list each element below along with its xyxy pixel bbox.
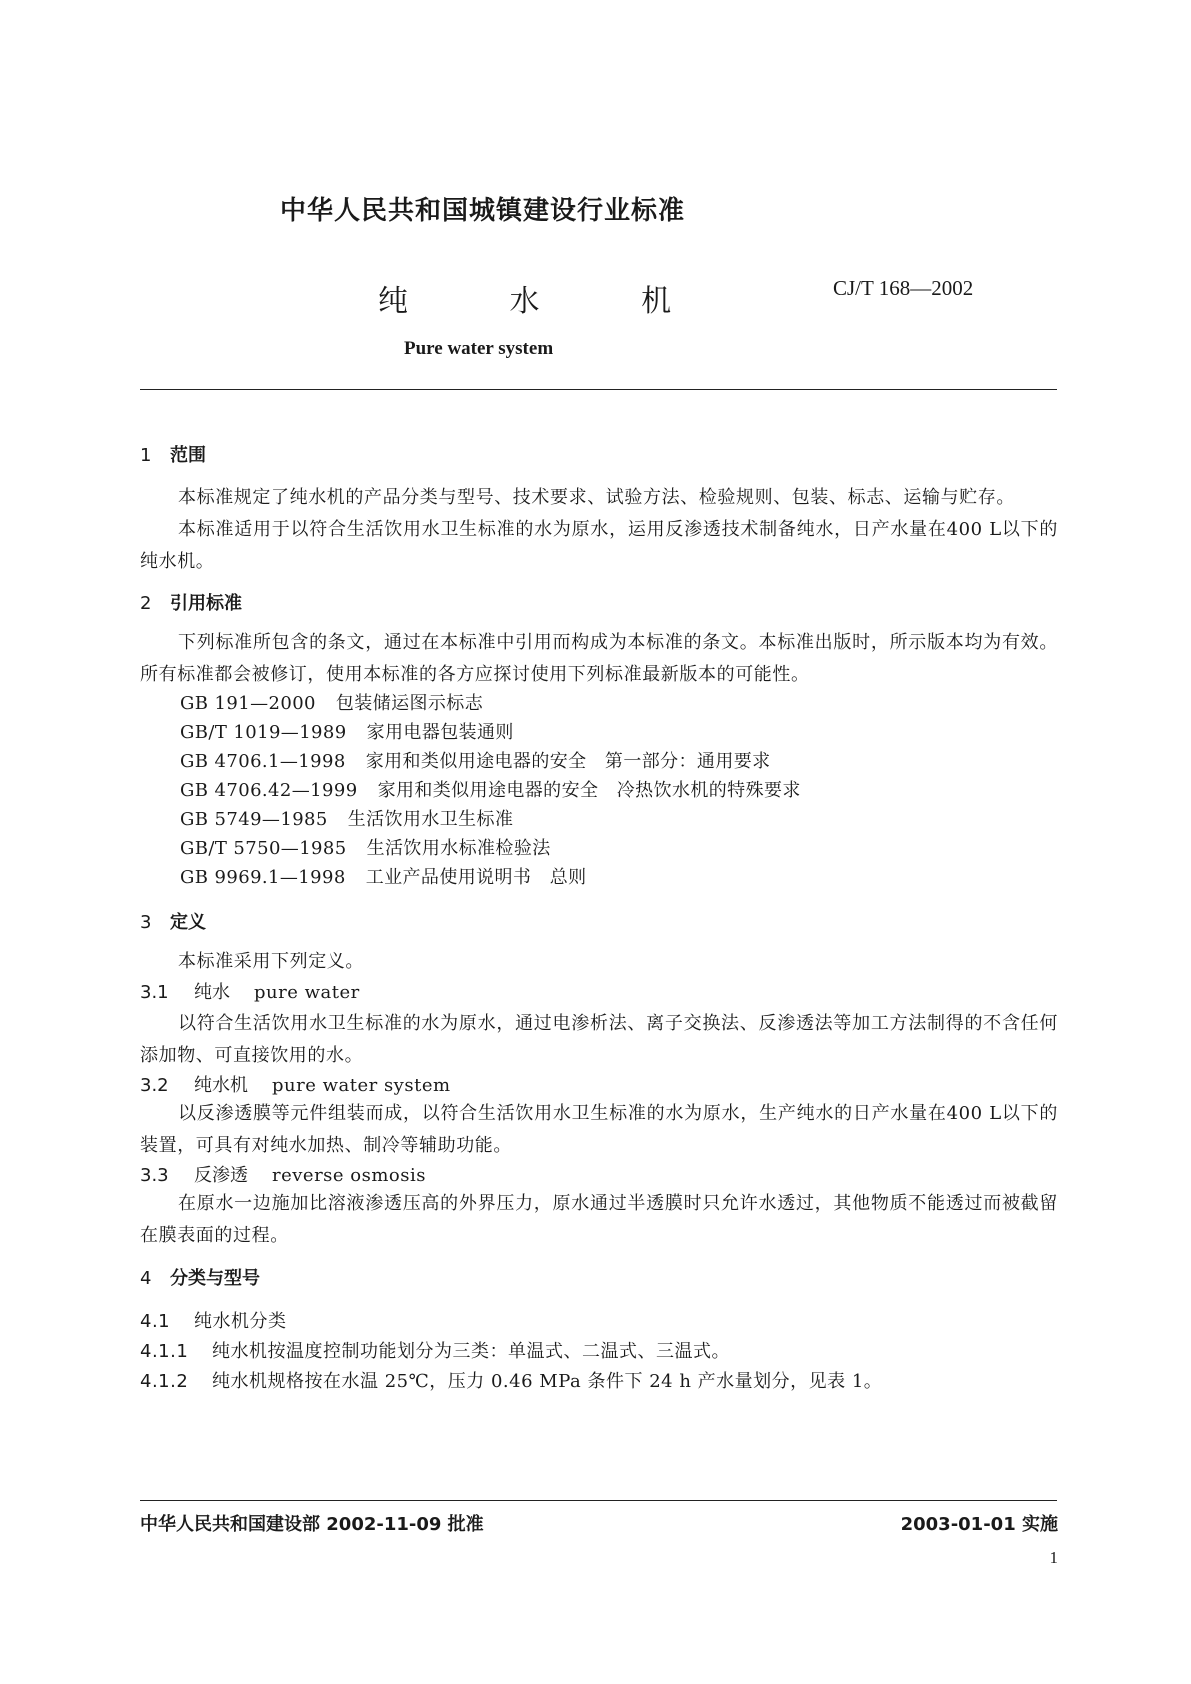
page-number: 1 <box>1049 1548 1058 1567</box>
term-definition <box>140 1008 1058 1072</box>
clause <box>140 1307 287 1333</box>
ref-title: 家用电器包装通则 <box>366 722 514 743</box>
reference-item <box>180 747 771 773</box>
ref-title: 家用和类似用途电器的安全 第一部分：通用要求 <box>365 751 771 772</box>
clause <box>140 1367 882 1393</box>
section-3-intro <box>140 946 1058 978</box>
ref-code: GB 4706.42—1999 <box>180 780 358 801</box>
section-number: 4 <box>140 1268 152 1289</box>
paragraph: 本标准采用下列定义。 <box>178 951 364 972</box>
clause-text: 纯水机按温度控制功能划分为三类：单温式、二温式、三温式。 <box>212 1341 730 1362</box>
term-en: reverse osmosis <box>272 1165 427 1186</box>
document-title: 纯 水 机 <box>378 284 718 319</box>
section-3-heading <box>140 908 206 934</box>
reference-item <box>180 689 483 715</box>
term-number: 3.3 <box>140 1165 169 1186</box>
term-en: pure water system <box>272 1075 451 1096</box>
ref-title: 工业产品使用说明书 总则 <box>365 867 587 888</box>
effective-date: 2003-01-01 实施 <box>900 1514 1058 1535</box>
clause-number: 4.1.2 <box>140 1371 189 1392</box>
ref-code: GB/T 1019—1989 <box>180 722 347 743</box>
term-zh: 纯水机 <box>194 1075 248 1096</box>
reference-item <box>180 834 551 860</box>
english-title: Pure water system <box>404 338 554 359</box>
ref-code: GB/T 5750—1985 <box>180 838 347 859</box>
section-title: 定义 <box>170 912 206 933</box>
term-definition <box>140 1098 1058 1162</box>
reference-item <box>180 863 587 889</box>
ref-code: GB 5749—1985 <box>180 809 328 830</box>
reference-item <box>180 718 514 744</box>
ref-title: 家用和类似用途电器的安全 冷热饮水机的特殊要求 <box>377 780 801 801</box>
standard-organization: 中华人民共和国城镇建设行业标准 <box>280 196 686 226</box>
section-1-body <box>140 482 1058 578</box>
term-zh: 纯水 <box>194 982 230 1003</box>
term-number: 3.1 <box>140 982 169 1003</box>
ref-code: GB 191—2000 <box>180 693 316 714</box>
term-heading <box>140 1071 451 1097</box>
clause-text: 纯水机分类 <box>194 1311 287 1332</box>
ref-code: GB 4706.1—1998 <box>180 751 346 772</box>
paragraph: 本标准规定了纯水机的产品分类与型号、技术要求、试验方法、检验规则、包装、标志、运输与贮存。 <box>178 487 1015 508</box>
term-zh: 反渗透 <box>194 1165 248 1186</box>
reference-item <box>180 776 801 802</box>
ref-code: GB 9969.1—1998 <box>180 867 346 888</box>
term-en: pure water <box>254 982 360 1003</box>
section-title: 范围 <box>170 445 206 466</box>
clause-text: 纯水机规格按在水温 25℃，压力 0.46 MPa 条件下 24 h 产水量划分，见表 1。 <box>212 1371 883 1392</box>
approval-line: 中华人民共和国建设部 2002-11-09 批准 <box>140 1514 484 1535</box>
term-heading <box>140 1161 426 1187</box>
term-definition <box>140 1188 1058 1252</box>
ref-title: 生活饮用水卫生标准 <box>347 809 514 830</box>
ref-title: 生活饮用水标准检验法 <box>366 838 551 859</box>
clause <box>140 1337 730 1363</box>
paragraph: 本标准适用于以符合生活饮用水卫生标准的水为原水，运用反渗透技术制备纯水，日产水量在400 L以下的纯水机。 <box>140 519 1058 572</box>
section-number: 1 <box>140 445 152 466</box>
section-1-heading <box>140 441 206 467</box>
section-number: 3 <box>140 912 152 933</box>
paragraph: 以符合生活饮用水卫生标准的水为原水，通过电渗析法、离子交换法、反渗透法等加工方法制得的不含任何添加物、可直接饮用的水。 <box>140 1013 1058 1066</box>
paragraph: 在原水一边施加比溶液渗透压高的外界压力，原水通过半透膜时只允许水透过，其他物质不能透过而被截留在膜表面的过程。 <box>140 1193 1058 1246</box>
section-title: 分类与型号 <box>170 1268 260 1289</box>
standard-code: CJ/T 168—2002 <box>833 276 974 300</box>
term-heading <box>140 978 360 1004</box>
section-2-body <box>140 627 1058 691</box>
section-4-heading <box>140 1264 260 1290</box>
paragraph: 以反渗透膜等元件组装而成，以符合生活饮用水卫生标准的水为原水，生产纯水的日产水量在400 L以下的装置，可具有对纯水加热、制冷等辅助功能。 <box>140 1103 1058 1156</box>
reference-item <box>180 805 513 831</box>
clause-number: 4.1 <box>140 1311 171 1332</box>
header-divider <box>140 389 1057 390</box>
clause-number: 4.1.1 <box>140 1341 189 1362</box>
section-number: 2 <box>140 593 152 614</box>
term-number: 3.2 <box>140 1075 169 1096</box>
section-title: 引用标准 <box>170 593 242 614</box>
section-2-heading <box>140 589 242 615</box>
paragraph: 下列标准所包含的条文，通过在本标准中引用而构成为本标准的条文。本标准出版时，所示版本均为有效。所有标准都会被修订，使用本标准的各方应探讨使用下列标准最新版本的可能性。 <box>140 632 1058 685</box>
ref-title: 包装储运图示标志 <box>335 693 484 714</box>
footer-divider <box>140 1500 1057 1501</box>
